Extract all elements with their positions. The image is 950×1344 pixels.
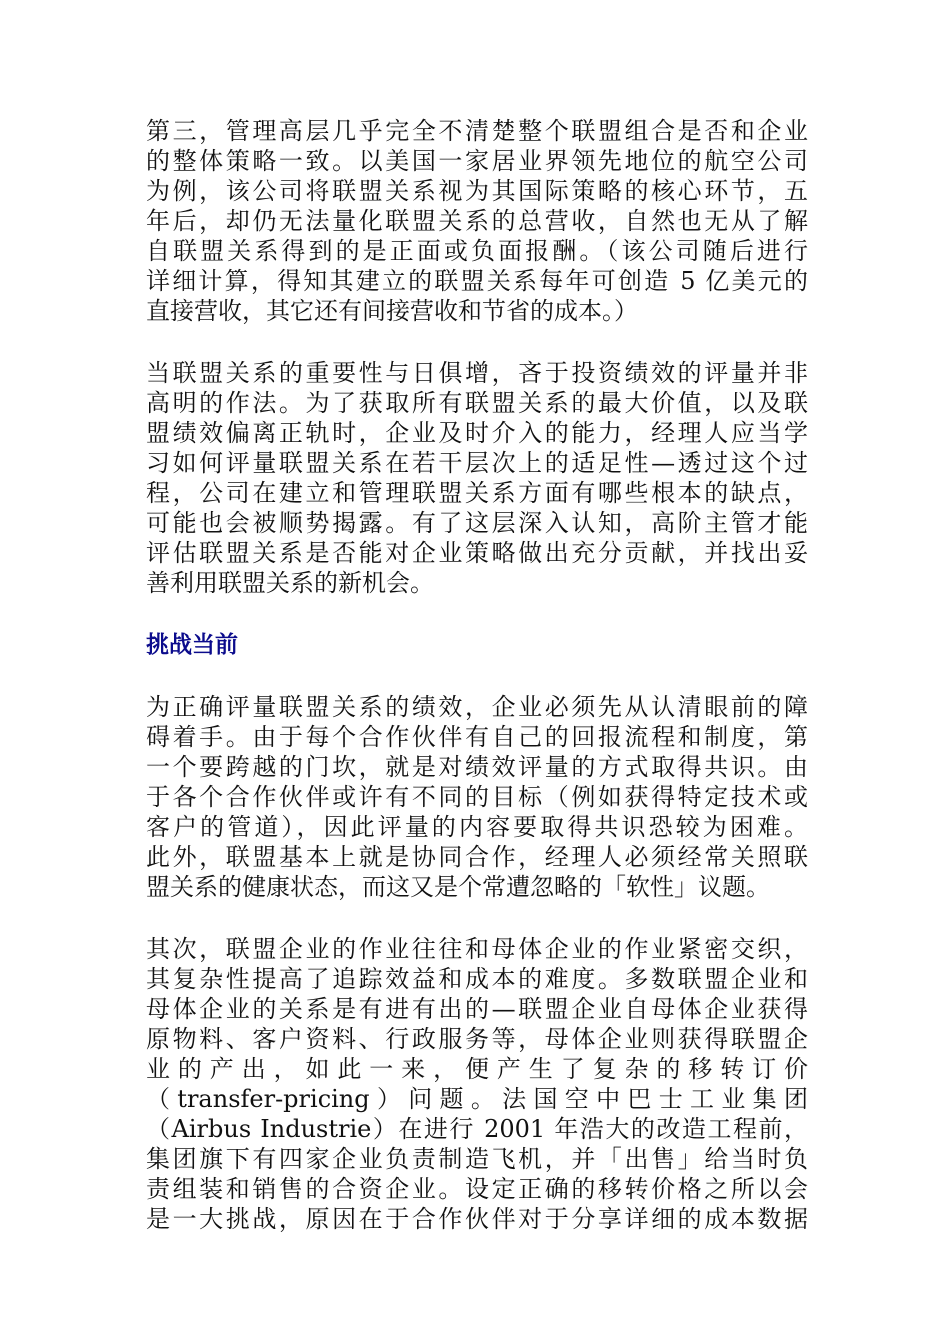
text-line: 原物料、客户资料、行政服务等，母体企业则获得联盟企 (146, 1025, 808, 1053)
text-line: 当联盟关系的重要性与日俱增，吝于投资绩效的评量并非 (146, 359, 808, 387)
text-line: 高明的作法。为了获取所有联盟关系的最大价值，以及联 (146, 389, 808, 417)
text-line: （Airbus Industrie）在进行 2001 年浩大的改造工程前， (146, 1115, 808, 1143)
paragraph-2 (146, 358, 808, 598)
text-line: 盟关系的健康状态，而这又是个常遭忽略的「软性」议题。 (146, 873, 770, 901)
text-line: 一个要跨越的门坎，就是对绩效评量的方式取得共识。由 (146, 753, 808, 781)
text-line: 责组装和销售的合资企业。设定正确的移转价格之所以会 (146, 1175, 808, 1203)
text-line: （transfer-pricing）问题。法国空中巴士工业集团 (146, 1085, 808, 1113)
text-line: 盟绩效偏离正轨时，企业及时介入的能力，经理人应当学 (146, 419, 808, 447)
text-line: 的整体策略一致。以美国一家居业界领先地位的航空公司 (146, 147, 808, 175)
text-line: 其复杂性提高了追踪效益和成本的难度。多数联盟企业和 (146, 965, 808, 993)
paragraph-spacer (146, 598, 808, 630)
paragraph-3 (146, 692, 808, 902)
text-line: 自联盟关系得到的是正面或负面报酬。（该公司随后进行 (146, 237, 808, 265)
text-line: 此外，联盟基本上就是协同合作，经理人必须经常关照联 (146, 843, 808, 871)
section-heading: 挑战当前 (146, 632, 238, 658)
text-line: 善利用联盟关系的新机会。 (146, 569, 434, 597)
text-line: 年后，却仍无法量化联盟关系的总营收，自然也无从了解 (146, 207, 808, 235)
document-page (146, 116, 808, 1234)
paragraph-spacer (146, 660, 808, 692)
paragraph-spacer (146, 902, 808, 934)
paragraph-spacer (146, 326, 808, 358)
text-line: 评估联盟关系是否能对企业策略做出充分贡献，并找出妥 (146, 539, 808, 567)
text-line: 于各个合作伙伴或许有不同的目标（例如获得特定技术或 (146, 783, 808, 811)
text-line: 母体企业的关系是有进有出的—联盟企业自母体企业获得 (146, 995, 808, 1023)
text-line: 程，公司在建立和管理联盟关系方面有哪些根本的缺点， (146, 479, 808, 507)
text-line: 业的产出，如此一来，便产生了复杂的移转订价 (146, 1055, 808, 1083)
text-line: 是一大挑战，原因在于合作伙伴对于分享详细的成本数据 (146, 1205, 808, 1233)
text-line: 直接营收，其它还有间接营收和节省的成本。） (146, 297, 638, 325)
text-line: 详细计算，得知其建立的联盟关系每年可创造 5 亿美元的 (146, 267, 808, 295)
text-line: 碍着手。由于每个合作伙伴有自己的回报流程和制度，第 (146, 723, 808, 751)
text-line: 可能也会被顺势揭露。有了这层深入认知，高阶主管才能 (146, 509, 808, 537)
text-line: 为例，该公司将联盟关系视为其国际策略的核心环节，五 (146, 177, 808, 205)
paragraph-1 (146, 116, 808, 326)
text-line: 其次，联盟企业的作业往往和母体企业的作业紧密交织， (146, 935, 808, 963)
text-line: 客户的管道），因此评量的内容要取得共识恐较为困难。 (146, 813, 808, 841)
text-line: 为正确评量联盟关系的绩效，企业必须先从认清眼前的障 (146, 693, 808, 721)
text-line: 第三，管理高层几乎完全不清楚整个联盟组合是否和企业 (146, 117, 808, 145)
text-line: 习如何评量联盟关系在若干层次上的适足性—透过这个过 (146, 449, 808, 477)
paragraph-4 (146, 934, 808, 1234)
text-line: 集团旗下有四家企业负责制造飞机，并「出售」给当时负 (146, 1145, 808, 1173)
